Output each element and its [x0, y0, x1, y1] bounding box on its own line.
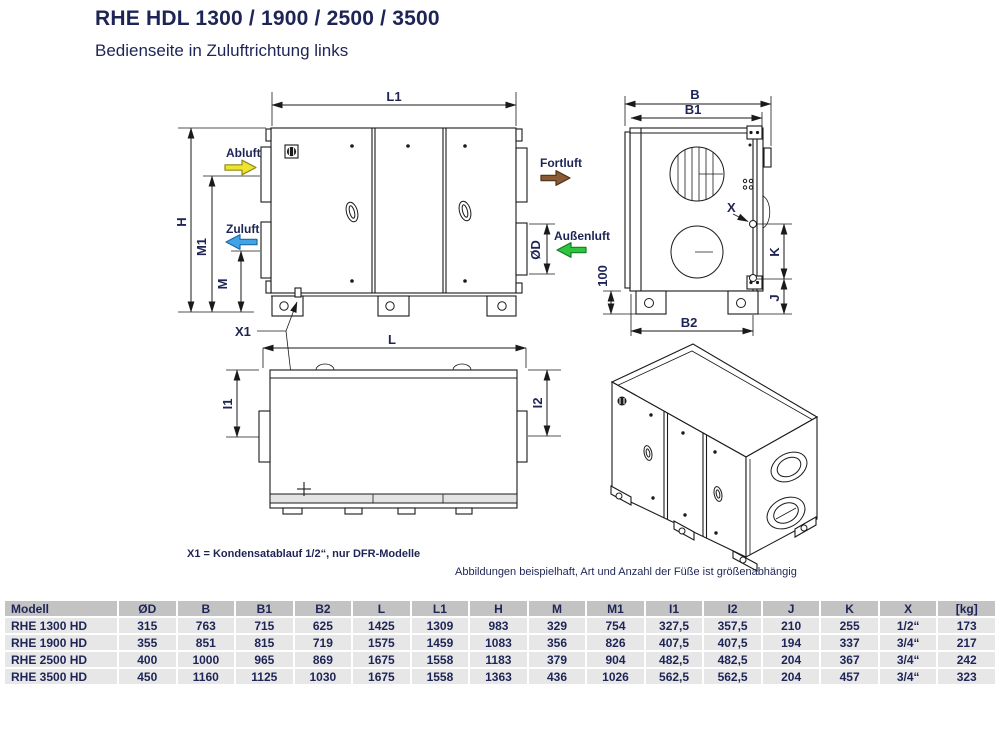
column-header-l: L [353, 601, 410, 616]
aussenluft-label: Außenluft [554, 229, 610, 243]
column-header-m: M [529, 601, 586, 616]
value-cell: 204 [763, 669, 820, 684]
value-cell: 3/4“ [880, 635, 937, 650]
value-cell: 763 [178, 618, 235, 633]
value-cell: 1675 [353, 669, 410, 684]
value-cell: 815 [236, 635, 293, 650]
value-cell: 1459 [412, 635, 469, 650]
value-cell: 436 [529, 669, 586, 684]
column-header-kg: [kg] [938, 601, 995, 616]
value-cell: 357,5 [704, 618, 761, 633]
value-cell: 337 [821, 635, 878, 650]
value-cell: 457 [821, 669, 878, 684]
dim-label-l: L [388, 332, 396, 347]
column-header-modell: Modell [5, 601, 117, 616]
value-cell: 562,5 [646, 669, 703, 684]
value-cell: 217 [938, 635, 995, 650]
column-header-j: J [763, 601, 820, 616]
value-cell: 407,5 [704, 635, 761, 650]
value-cell: 754 [587, 618, 644, 633]
value-cell: 400 [119, 652, 176, 667]
value-cell: 242 [938, 652, 995, 667]
value-cell: 1558 [412, 669, 469, 684]
value-cell: 210 [763, 618, 820, 633]
column-header-b1: B1 [236, 601, 293, 616]
value-cell: 194 [763, 635, 820, 650]
dim-label-m: M [215, 278, 230, 290]
brand-logo-icon [285, 145, 298, 158]
table-row [5, 669, 995, 684]
value-cell: 3/4“ [880, 652, 937, 667]
column-header-b: B [178, 601, 235, 616]
column-header-x: X [880, 601, 937, 616]
note-x1-condensate: X1 = Kondensatablauf 1/2“, nur DFR-Modelle [187, 548, 421, 560]
dim-label-i1: I1 [220, 398, 235, 410]
zuluft-arrow-icon [226, 235, 257, 250]
value-cell: 367 [821, 652, 878, 667]
column-header-b2: B2 [295, 601, 352, 616]
value-cell: 355 [119, 635, 176, 650]
value-cell: 719 [295, 635, 352, 650]
value-cell: 315 [119, 618, 176, 633]
value-cell: 173 [938, 618, 995, 633]
value-cell: 1363 [470, 669, 527, 684]
value-cell: 329 [529, 618, 586, 633]
value-cell: 323 [938, 669, 995, 684]
column-header-i2: I2 [704, 601, 761, 616]
model-name-cell: RHE 1300 HD [5, 618, 117, 633]
page-title: RHE HDL 1300 / 1900 / 2500 / 3500 [95, 7, 440, 30]
dim-label-m1: M1 [194, 237, 209, 257]
brand-logo-icon [618, 397, 627, 406]
abluft-label: Abluft [226, 146, 261, 160]
note-figures-disclaimer: Abbildungen beispielhaft, Art und Anzahl der Füße ist größenabhängig [455, 566, 797, 578]
table-row [5, 635, 995, 650]
value-cell: 204 [763, 652, 820, 667]
value-cell: 482,5 [646, 652, 703, 667]
value-cell: 1183 [470, 652, 527, 667]
dim-label-b1: B1 [684, 102, 702, 117]
value-cell: 1030 [295, 669, 352, 684]
dim-label-100: 100 [595, 265, 610, 287]
column-header-i1: I1 [646, 601, 703, 616]
model-name-cell: RHE 1900 HD [5, 635, 117, 650]
value-cell: 1083 [470, 635, 527, 650]
value-cell: 482,5 [704, 652, 761, 667]
dim-label-od: ØD [528, 240, 543, 260]
dim-label-i2: I2 [530, 397, 545, 409]
value-cell: 1/2“ [880, 618, 937, 633]
value-cell: 3/4“ [880, 669, 937, 684]
fortluft-label: Fortluft [540, 156, 582, 170]
dim-label-x1: X1 [235, 324, 251, 339]
side-view [595, 87, 792, 336]
value-cell: 1309 [412, 618, 469, 633]
value-cell: 715 [236, 618, 293, 633]
value-cell: 851 [178, 635, 235, 650]
value-cell: 1425 [353, 618, 410, 633]
page-subtitle: Bedienseite in Zuluftrichtung links [95, 41, 349, 60]
dim-label-b2: B2 [680, 315, 698, 330]
dim-label-j: J [767, 294, 782, 302]
column-header-od: ØD [119, 601, 176, 616]
value-cell: 450 [119, 669, 176, 684]
value-cell: 407,5 [646, 635, 703, 650]
value-cell: 1026 [587, 669, 644, 684]
value-cell: 1575 [353, 635, 410, 650]
value-cell: 983 [470, 618, 527, 633]
column-header-m1: M1 [587, 601, 644, 616]
dimensions-table [3, 599, 997, 686]
value-cell: 379 [529, 652, 586, 667]
dim-label-l1: L1 [386, 89, 402, 104]
zuluft-label: Zuluft [226, 222, 260, 236]
dim-label-h: H [174, 217, 189, 227]
table-row [5, 652, 995, 667]
column-header-k: K [821, 601, 878, 616]
value-cell: 255 [821, 618, 878, 633]
value-cell: 625 [295, 618, 352, 633]
value-cell: 356 [529, 635, 586, 650]
abluft-arrow-icon [225, 160, 256, 175]
value-cell: 826 [587, 635, 644, 650]
table-row [5, 618, 995, 633]
value-cell: 904 [587, 652, 644, 667]
value-cell: 1000 [178, 652, 235, 667]
value-cell: 965 [236, 652, 293, 667]
fortluft-arrow-icon [541, 171, 570, 186]
isometric-view [611, 344, 817, 571]
table-header-row [5, 601, 995, 616]
value-cell: 869 [295, 652, 352, 667]
value-cell: 1675 [353, 652, 410, 667]
value-cell: 1558 [412, 652, 469, 667]
value-cell: 327,5 [646, 618, 703, 633]
dim-label-k: K [767, 247, 782, 257]
dim-label-b: B [690, 87, 700, 102]
value-cell: 562,5 [704, 669, 761, 684]
value-cell: 1125 [236, 669, 293, 684]
model-name-cell: RHE 2500 HD [5, 652, 117, 667]
dim-label-x: X [727, 200, 736, 215]
column-header-h: H [470, 601, 527, 616]
column-header-l1: L1 [412, 601, 469, 616]
model-name-cell: RHE 3500 HD [5, 669, 117, 684]
bottom-view [220, 332, 561, 514]
value-cell: 1160 [178, 669, 235, 684]
aussenluft-arrow-icon [557, 243, 586, 258]
